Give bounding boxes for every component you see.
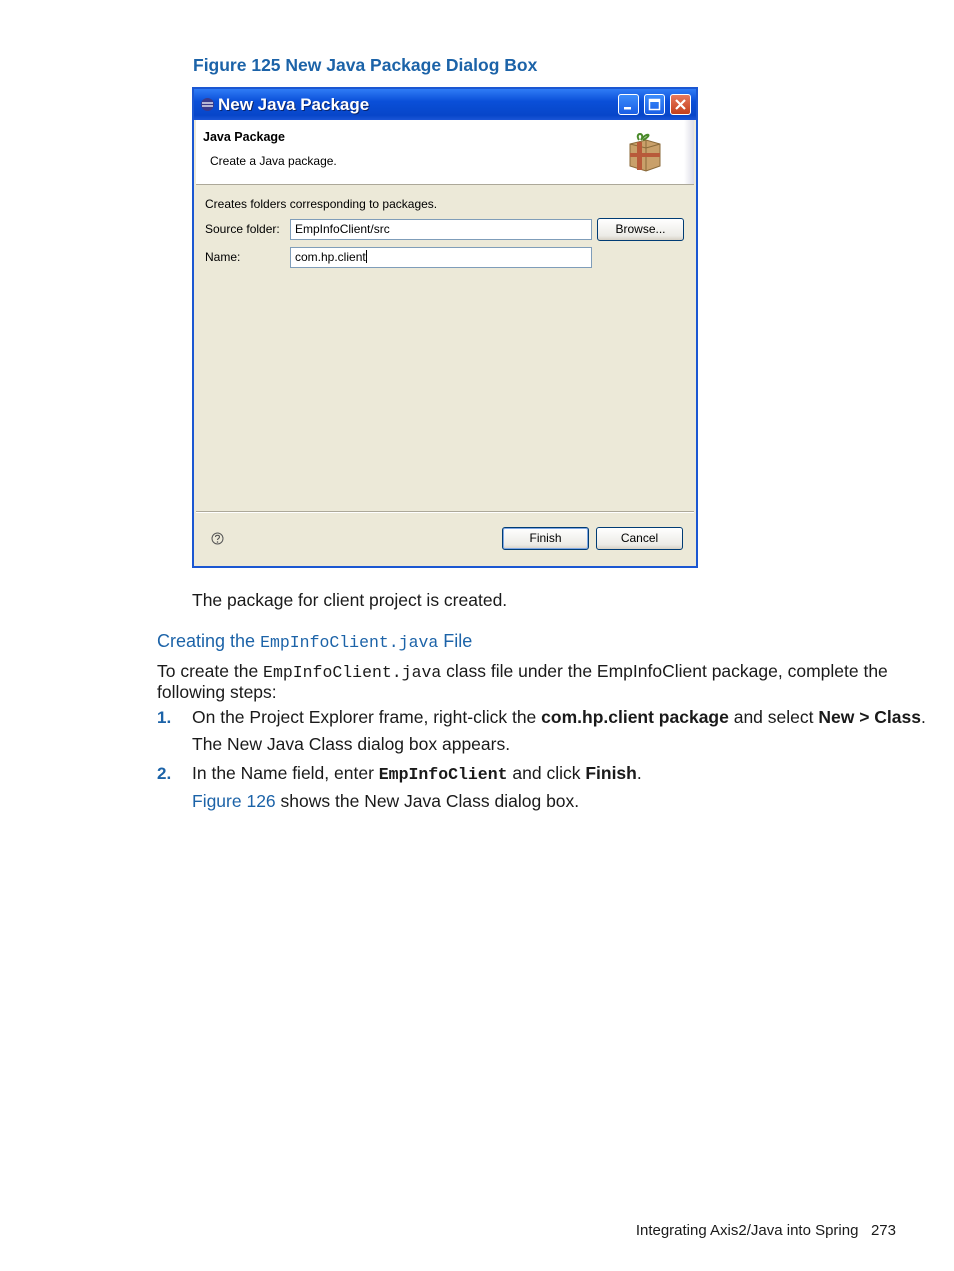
step-2-a: In the Name field, enter — [192, 763, 379, 783]
section-heading-prefix: Creating the — [157, 631, 261, 651]
info-text: Creates folders corresponding to packages. — [205, 197, 438, 211]
button-separator — [196, 511, 694, 513]
intro-text-b: class file under the EmpInfoClient package, complete the — [441, 661, 888, 681]
name-input[interactable] — [290, 247, 592, 268]
step-2-number: 2. — [157, 764, 172, 783]
maximize-button[interactable] — [644, 94, 665, 115]
dialog-titlebar[interactable] — [194, 89, 696, 120]
intro-text-a: To create the — [157, 661, 264, 681]
name-input-value: com.hp.client — [295, 250, 366, 264]
step-2-d: . — [636, 763, 642, 783]
intro-line-1 — [157, 661, 888, 682]
step-1-number: 1. — [157, 708, 172, 727]
maximize-icon — [645, 95, 664, 114]
step-2-result — [192, 791, 579, 812]
finish-button[interactable]: Finish — [502, 527, 589, 550]
section-heading-suffix: File — [438, 631, 473, 651]
step-2-code: EmpInfoClient — [378, 765, 508, 784]
figure-126-link[interactable]: Figure 126 — [192, 791, 276, 811]
eclipse-icon — [200, 97, 215, 112]
step-2-b: and click — [507, 763, 586, 783]
help-icon[interactable] — [211, 532, 224, 545]
step-1-text — [192, 707, 926, 728]
intro-code: EmpInfoClient.java — [263, 663, 442, 682]
banner-stripe — [684, 120, 694, 184]
close-button[interactable] — [670, 94, 691, 115]
after-figure-text: The package for client project is created. — [192, 590, 508, 610]
text-cursor — [366, 250, 367, 263]
footer-text: Integrating Axis2/Java into Spring — [635, 1222, 859, 1239]
page-footer — [636, 1222, 896, 1239]
figure-caption: Figure 125 New Java Package Dialog Box — [193, 55, 538, 75]
page-number: 273 — [870, 1222, 896, 1239]
intro-line-2: following steps: — [157, 682, 277, 702]
package-icon — [624, 130, 664, 174]
dialog-banner — [196, 120, 694, 185]
new-java-package-dialog — [192, 87, 698, 568]
dialog-title: New Java Package — [218, 95, 370, 114]
step-1-a: On the Project Explorer frame, right-click the — [192, 707, 542, 727]
minimize-button[interactable] — [618, 94, 639, 115]
minimize-icon — [619, 95, 638, 114]
step-1-menu: New > Class — [818, 707, 921, 727]
banner-description: Create a Java package. — [210, 154, 337, 168]
step-2-result-text: shows the New Java Class dialog box. — [275, 791, 580, 811]
source-folder-input[interactable]: EmpInfoClient/src — [290, 219, 592, 240]
step-1-result: The New Java Class dialog box appears. — [192, 734, 511, 754]
step-2-finish: Finish — [585, 763, 637, 783]
close-icon — [671, 95, 690, 114]
browse-button[interactable]: Browse... — [597, 218, 684, 241]
step-1-e: . — [920, 707, 926, 727]
source-folder-label: Source folder: — [205, 222, 280, 236]
step-1-package: com.hp.client package — [541, 707, 729, 727]
step-2-text — [192, 763, 642, 784]
cancel-button[interactable]: Cancel — [596, 527, 683, 550]
banner-title: Java Package — [203, 130, 286, 144]
step-1-c: and select — [728, 707, 819, 727]
section-heading — [157, 631, 472, 652]
name-label: Name: — [205, 250, 241, 264]
section-heading-code: EmpInfoClient.java — [260, 633, 439, 652]
